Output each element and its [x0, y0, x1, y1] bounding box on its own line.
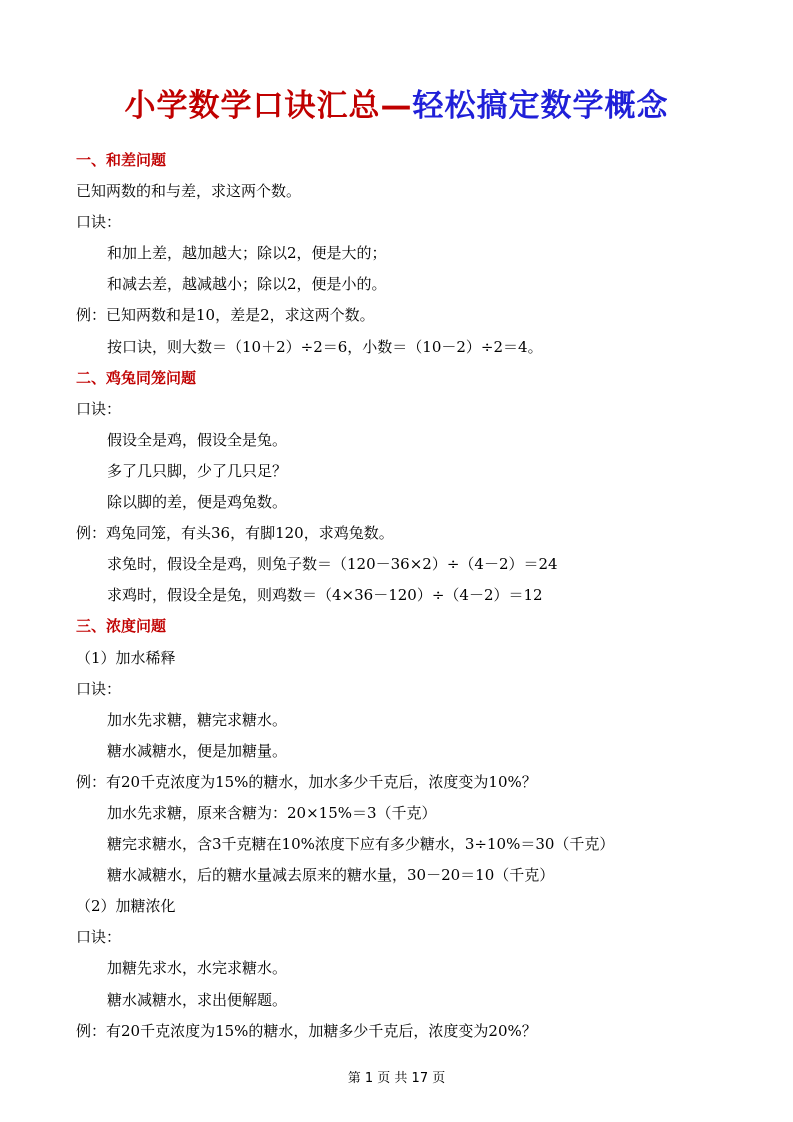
text-line: 例：有20千克浓度为15%的糖水，加糖多少千克后，浓度变为20%？: [76, 1021, 537, 1040]
indented-line: 糖水减糖水，求出便解题。: [107, 990, 288, 1009]
text-line: （1）加水稀释: [76, 648, 176, 667]
indented-line: 和减去差，越减越小；除以2，便是小的。: [107, 275, 387, 294]
indented-line: 糖水减糖水，便是加糖量。: [107, 741, 288, 760]
text-line: 例：鸡兔同笼，有头36，有脚120，求鸡兔数。: [76, 524, 394, 543]
indented-line: 除以脚的差，便是鸡兔数。: [107, 493, 288, 512]
indented-line: 求鸡时，假设全是兔，则鸡数＝（4×36－120）÷（4－2）＝12: [107, 586, 543, 605]
text-line: 例：已知两数和是10，差是2，求这两个数。: [76, 306, 375, 325]
text-line: 口诀：: [76, 213, 122, 232]
indented-line: 多了几只脚，少了几只足？: [107, 461, 288, 480]
indented-line: 按口诀，则大数＝（10＋2）÷2＝6，小数＝（10－2）÷2＝4。: [107, 337, 543, 356]
indented-line: 糖完求糖水，含3千克糖在10%浓度下应有多少糖水，3÷10%＝30（千克）: [107, 835, 615, 854]
indented-line: 糖水减糖水，后的糖水量减去原来的糖水量，30－20＝10（千克）: [107, 866, 555, 885]
document-body: [76, 145, 736, 1047]
text-line: 已知两数的和与差，求这两个数。: [76, 182, 302, 201]
indented-line: 和加上差，越加越大；除以2，便是大的；: [107, 244, 387, 263]
indented-line: 求兔时，假设全是鸡，则兔子数＝（120－36×2）÷（4－2）＝24: [107, 555, 558, 574]
indented-line: 加水先求糖，原来含糖为：20×15%＝3（千克）: [107, 803, 437, 822]
indented-line: 加水先求糖，糖完求糖水。: [107, 710, 288, 729]
section-heading: 三、浓度问题: [76, 617, 167, 636]
page-title: [0, 80, 793, 125]
title-part-blue: 轻松搞定数学概念: [412, 88, 669, 124]
text-line: 口诀：: [76, 679, 122, 698]
text-line: （2）加糖浓化: [76, 897, 176, 916]
page-footer: 第 1 页 共 17 页: [347, 1071, 446, 1086]
indented-line: 加糖先求水，水完求糖水。: [107, 959, 288, 978]
section-heading: 二、鸡兔同笼问题: [76, 368, 197, 387]
text-line: 口诀：: [76, 399, 122, 418]
indented-line: 假设全是鸡，假设全是兔。: [107, 430, 288, 449]
text-line: 口诀：: [76, 928, 122, 947]
title-part-red: 小学数学口诀汇总—: [124, 88, 413, 124]
section-heading: 一、和差问题: [76, 151, 167, 169]
text-line: 例：有20千克浓度为15%的糖水，加水多少千克后，浓度变为10%？: [76, 772, 537, 791]
